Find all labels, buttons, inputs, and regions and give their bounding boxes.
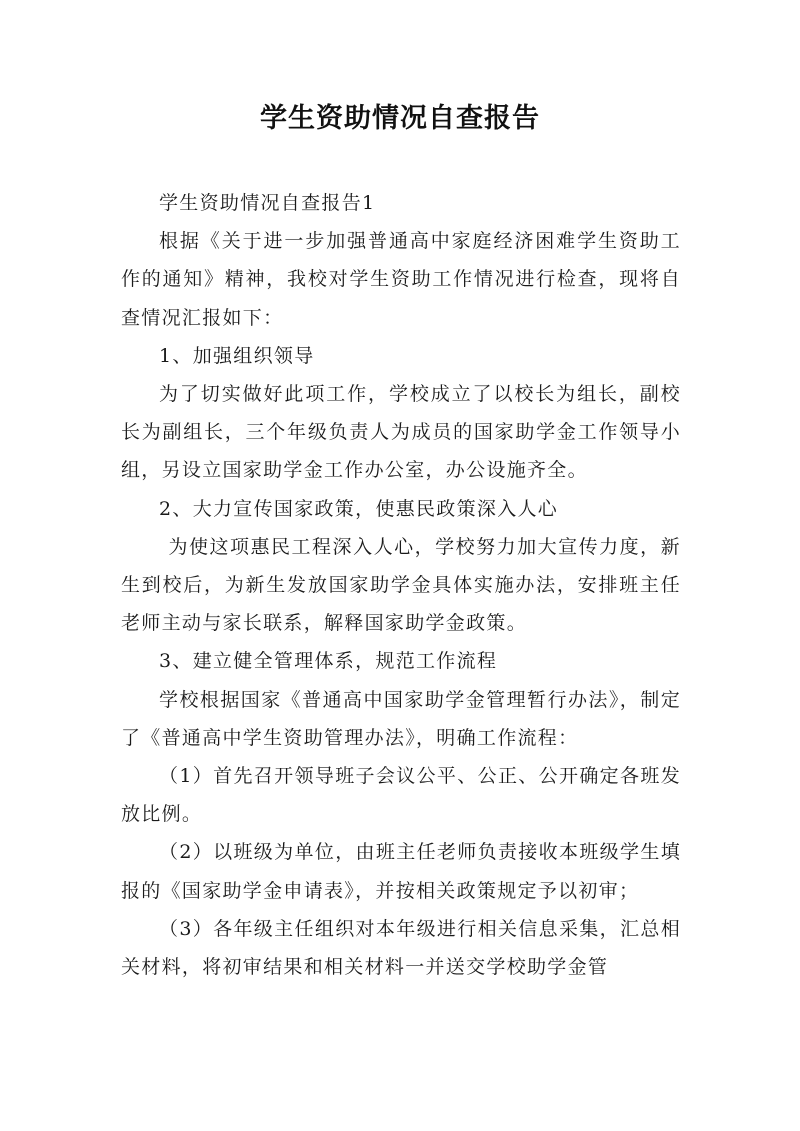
list-item-2: （2）以班级为单位，由班主任老师负责接收本班级学生填报的《国家助学金申请表》，并按相关政策规定予以初审； <box>121 841 681 902</box>
section-paragraph-3: 学校根据国家《普通高中国家助学金管理暂行办法》，制定了《普通高中学生资助管理办法》，明确工作流程： <box>121 688 681 749</box>
intro-paragraph: 根据《关于进一步加强普通高中家庭经济困难学生资助工作的通知》精神，我校对学生资助工作情况进行检查，现将自查情况汇报如下： <box>121 230 681 329</box>
section-paragraph-1: 为了切实做好此项工作，学校成立了以校长为组长，副校长为副组长，三个年级负责人为成员的国家助学金工作领导小组，另设立国家助学金工作办公室，办公设施齐全。 <box>121 383 681 482</box>
section-heading-3: 3、建立健全管理体系，规范工作流程 <box>159 650 498 673</box>
document-body <box>121 184 681 986</box>
list-item-1: （1）首先召开领导班子会议公平、公正、公开确定各班发放比例。 <box>121 765 681 826</box>
section-heading-1: 1、加强组织领导 <box>159 344 315 367</box>
document-title: 学生资助情况自查报告 <box>260 103 540 134</box>
section-paragraph-2: 为使这项惠民工程深入人心，学校努力加大宣传力度，新生到校后，为新生发放国家助学金具体实施办法，安排班主任老师主动与家长联系，解释国家助学金政策。 <box>121 535 681 635</box>
list-item-3: （3）各年级主任组织对本年级进行相关信息采集，汇总相关材料，将初审结果和相关材料一并送交学校助学金管 <box>121 917 681 979</box>
report-subtitle: 学生资助情况自查报告1 <box>159 192 376 214</box>
section-heading-2: 2、大力宣传国家政策，使惠民政策深入人心 <box>159 497 559 520</box>
